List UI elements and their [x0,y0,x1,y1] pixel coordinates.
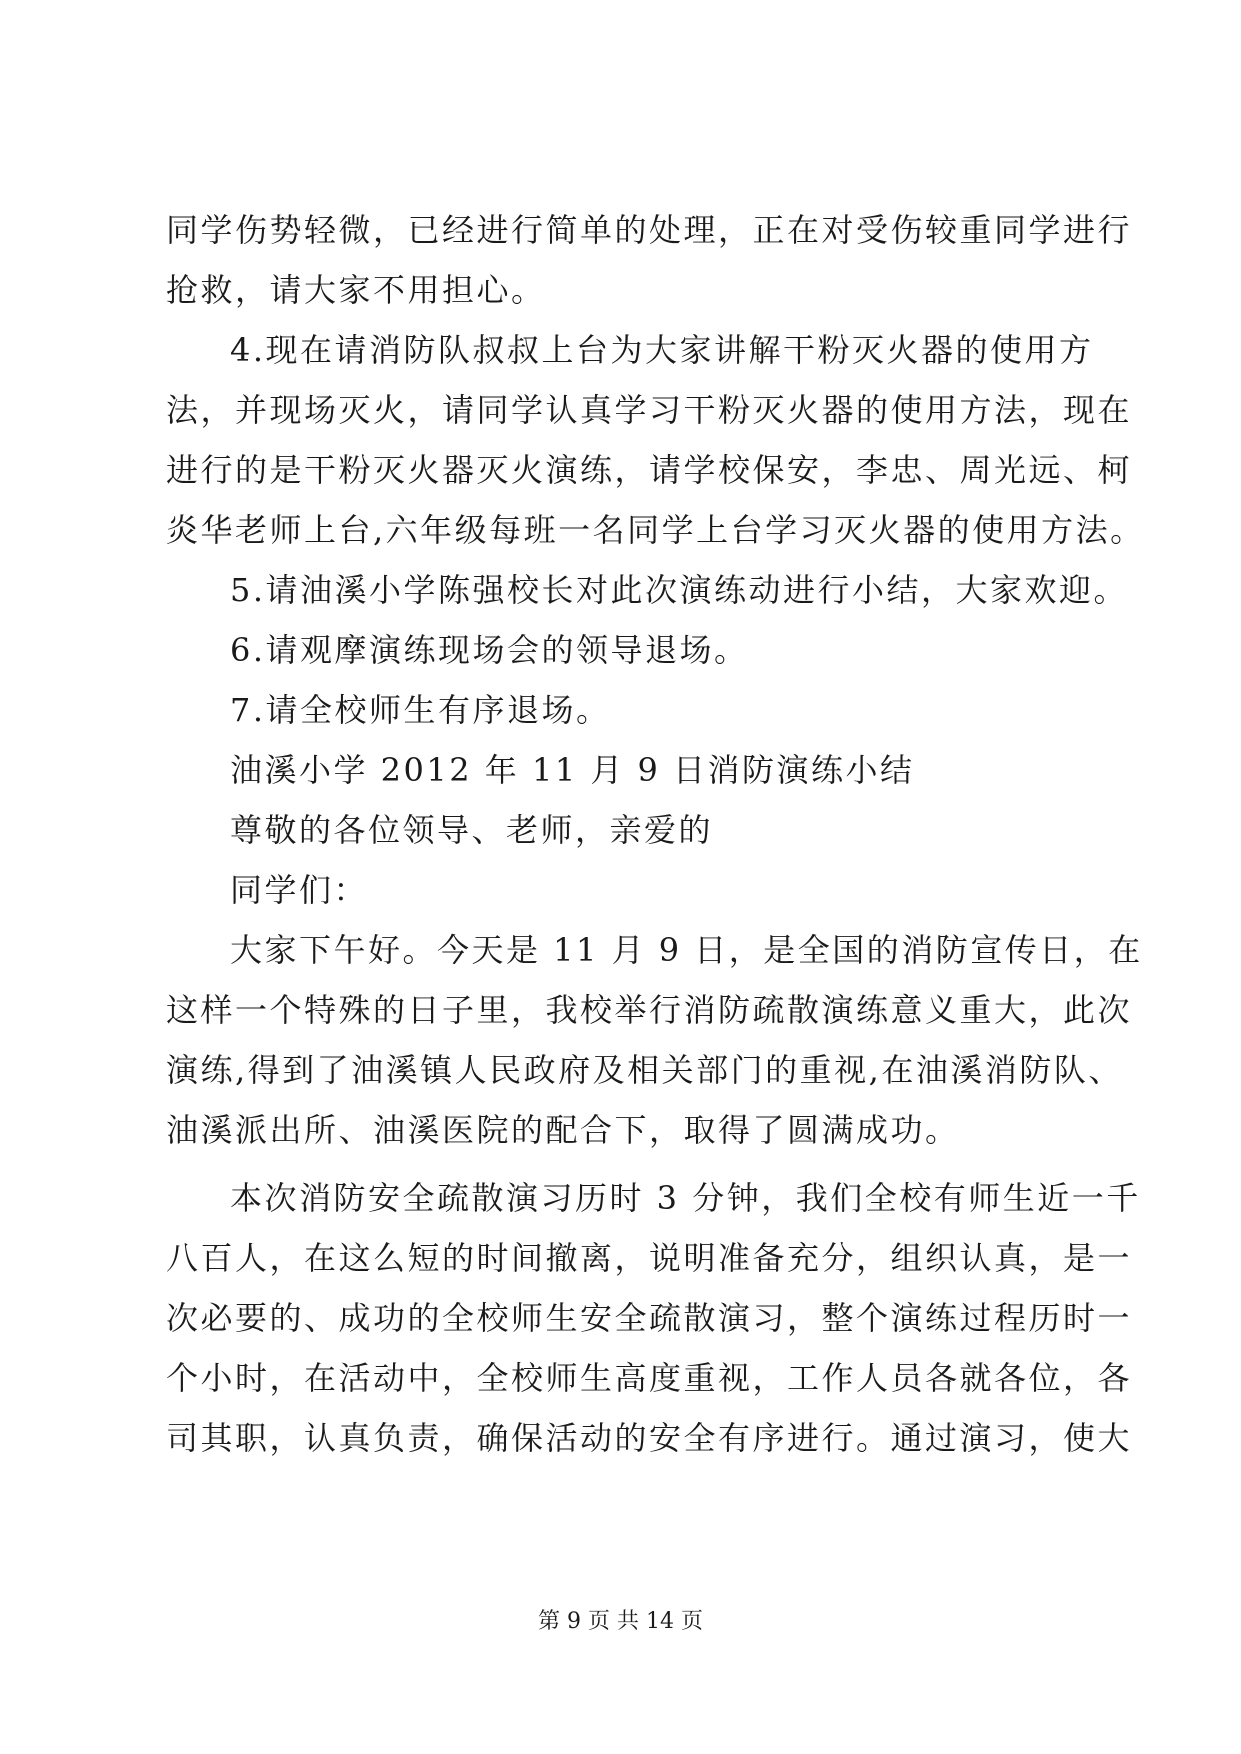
page-footer: 第 9 页 共 14 页 [538,1609,703,1634]
body-text-line: 这样一个特殊的日子里，我校举行消防疏散演练意义重大，此次 [166,991,1133,1029]
body-text-line: 同学伤势轻微，已经进行简单的处理，正在对受伤较重同学进行 [166,211,1133,249]
body-text-line: 大家下午好。今天是 11 月 9 日，是全国的消防宣传日，在 [230,931,1143,969]
body-text-line: 抢救，请大家不用担心。 [166,271,546,309]
body-text-line: 次必要的、成功的全校师生安全疏散演习，整个演练过程历时一 [166,1299,1133,1337]
body-text-line: 法，并现场灭火，请同学认真学习干粉灭火器的使用方法，现在 [166,391,1133,429]
list-item: 6.请观摩演练现场会的领导退场。 [230,631,749,669]
body-text-line: 个小时，在活动中，全校师生高度重视，工作人员各就各位，各 [166,1359,1133,1397]
section-title: 油溪小学 2012 年 11 月 9 日消防演练小结 [230,751,915,789]
salutation: 尊敬的各位领导、老师，亲爱的 [230,811,714,849]
list-item: 4.现在请消防队叔叔上台为大家讲解干粉灭火器的使用方 [230,331,1094,369]
body-text-line: 炎华老师上台,六年级每班一名同学上台学习灭火器的使用方法。 [166,511,1145,549]
body-text-line: 油溪派出所、油溪医院的配合下，取得了圆满成功。 [166,1111,960,1149]
salutation: 同学们： [230,871,369,909]
body-text-line: 演练,得到了油溪镇人民政府及相关部门的重视,在油溪消防队、 [166,1051,1123,1089]
body-text-line: 本次消防安全疏散演习历时 3 分钟，我们全校有师生近一千 [230,1179,1141,1217]
body-text-line: 八百人，在这么短的时间撤离，说明准备充分，组织认真，是一 [166,1239,1133,1277]
list-item: 7.请全校师生有序退场。 [230,691,611,729]
body-text-line: 司其职，认真负责，确保活动的安全有序进行。通过演习，使大 [166,1419,1133,1457]
body-text-line: 进行的是干粉灭火器灭火演练，请学校保安，李忠、周光远、柯 [166,451,1133,489]
list-item: 5.请油溪小学陈强校长对此次演练动进行小结，大家欢迎。 [230,571,1129,609]
